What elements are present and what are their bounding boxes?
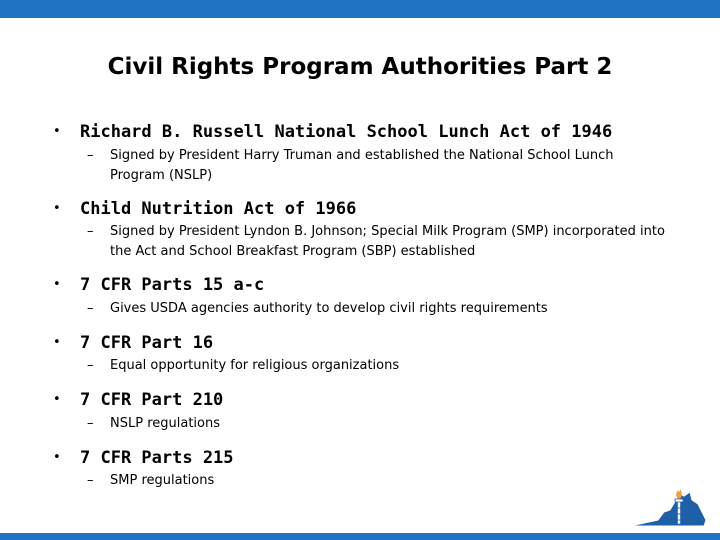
- bullet-heading: Child Nutrition Act of 1966: [80, 199, 357, 219]
- sub-text: NSLP regulations: [110, 416, 220, 431]
- sub-text: Signed by President Harry Truman and established the National School Lunch Program (NSLP): [110, 148, 614, 183]
- dash-marker: –: [87, 301, 94, 316]
- bullet-heading: Richard B. Russell National School Lunch Act of 1946: [80, 122, 613, 142]
- dash-marker: –: [87, 416, 94, 431]
- sub-text: Equal opportunity for religious organizations: [110, 358, 400, 373]
- state-outline-shape: [630, 492, 706, 526]
- bullet-heading: 7 CFR Part 16: [80, 333, 214, 353]
- dash-marker: –: [87, 224, 94, 239]
- dash-marker: –: [87, 473, 94, 488]
- bullet-marker: •: [53, 335, 61, 350]
- bullet-marker: •: [53, 124, 61, 139]
- torch-handle-shape: [678, 502, 681, 524]
- bottom-accent-bar: [0, 533, 720, 540]
- top-accent-bar: [0, 0, 720, 18]
- bullet-heading: 7 CFR Part 210: [80, 390, 224, 410]
- virginia-torch-logo: [628, 486, 708, 530]
- sub-text: SMP regulations: [110, 473, 215, 488]
- bullet-marker: •: [53, 450, 61, 465]
- bullet-marker: •: [53, 392, 61, 407]
- slide-title: Civil Rights Program Authorities Part 2: [107, 54, 613, 80]
- bullet-heading: 7 CFR Parts 215: [80, 448, 234, 468]
- torch-flame-shape: [676, 489, 682, 499]
- sub-text: Signed by President Lyndon B. Johnson; Special Milk Program (SMP) incorporated into the Act and School Breakfast Program (SBP) established: [110, 224, 665, 259]
- bullet-marker: •: [53, 201, 61, 216]
- bullet-heading: 7 CFR Parts 15 a-c: [80, 275, 265, 295]
- dash-marker: –: [87, 148, 94, 163]
- bullet-marker: •: [53, 277, 61, 292]
- sub-text: Gives USDA agencies authority to develop civil rights requirements: [110, 301, 548, 316]
- dash-marker: –: [87, 358, 94, 373]
- torch-cup-shape: [675, 499, 683, 502]
